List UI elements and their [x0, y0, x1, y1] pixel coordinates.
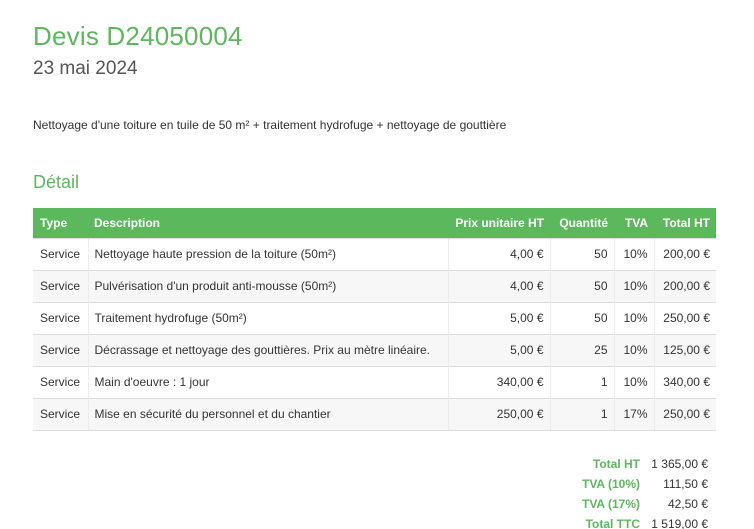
cell-unit-price: 5,00 € [448, 334, 550, 366]
cell-description: Mise en sécurité du personnel et du chantier [88, 398, 448, 430]
table-row [33, 238, 716, 270]
detail-section-heading: Détail [33, 172, 80, 193]
cell-quantity: 50 [550, 302, 614, 334]
cell-vat: 17% [614, 398, 654, 430]
cell-total: 340,00 € [654, 366, 716, 398]
cell-vat: 10% [614, 238, 654, 270]
cell-type: Service [33, 238, 88, 270]
cell-type: Service [33, 366, 88, 398]
cell-description: Traitement hydrofuge (50m²) [88, 302, 448, 334]
cell-unit-price: 5,00 € [448, 302, 550, 334]
cell-vat: 10% [614, 334, 654, 366]
cell-type: Service [33, 270, 88, 302]
tva-17-value: 42,50 € [667, 496, 708, 511]
table-row [33, 334, 716, 366]
cell-vat: 10% [614, 270, 654, 302]
table-header-row [33, 208, 716, 238]
cell-quantity: 25 [550, 334, 614, 366]
cell-unit-price: 4,00 € [448, 238, 550, 270]
cell-description: Nettoyage haute pression de la toiture (50m²) [88, 238, 448, 270]
cell-total: 200,00 € [654, 238, 716, 270]
tva-17-label: TVA (17%) [581, 496, 640, 511]
total-ht-row [33, 454, 716, 474]
header-description: Description [88, 208, 448, 238]
total-ttc-row [33, 514, 716, 529]
tva-10-value: 111,50 € [663, 476, 708, 491]
header-total: Total HT [654, 208, 716, 238]
cell-total: 200,00 € [654, 270, 716, 302]
cell-description: Pulvérisation d'un produit anti-mousse (50m²) [88, 270, 448, 302]
total-ttc-label: Total TTC [585, 516, 640, 529]
quote-summary: Nettoyage d'une toiture en tuile de 50 m² + traitement hydrofuge + nettoyage de gouttière [33, 117, 507, 132]
cell-vat: 10% [614, 302, 654, 334]
cell-quantity: 1 [550, 366, 614, 398]
quote-title: Devis D24050004 [33, 21, 243, 51]
header-vat: TVA [614, 208, 654, 238]
cell-quantity: 1 [550, 398, 614, 430]
header-unit-price: Prix unitaire HT [448, 208, 550, 238]
cell-vat: 10% [614, 366, 654, 398]
cell-type: Service [33, 334, 88, 366]
cell-total: 250,00 € [654, 398, 716, 430]
cell-type: Service [33, 302, 88, 334]
cell-description: Décrassage et nettoyage des gouttières. Prix au mètre linéaire. [88, 334, 448, 366]
header-type: Type [33, 208, 88, 238]
table-row [33, 302, 716, 334]
cell-unit-price: 250,00 € [448, 398, 550, 430]
table-row [33, 270, 716, 302]
total-ttc-value: 1 519,00 € [651, 516, 708, 529]
cell-total: 250,00 € [654, 302, 716, 334]
tva-10-row [33, 474, 716, 494]
table-row [33, 398, 716, 430]
cell-unit-price: 4,00 € [448, 270, 550, 302]
total-ht-value: 1 365,00 € [651, 456, 708, 471]
cell-total: 125,00 € [654, 334, 716, 366]
cell-unit-price: 340,00 € [448, 366, 550, 398]
tva-17-row [33, 494, 716, 514]
quote-date: 23 mai 2024 [33, 57, 138, 79]
table-row [33, 366, 716, 398]
cell-description: Main d'oeuvre : 1 jour [88, 366, 448, 398]
cell-quantity: 50 [550, 238, 614, 270]
cell-type: Service [33, 398, 88, 430]
totals-block [33, 454, 716, 529]
header-quantity: Quantité [550, 208, 614, 238]
line-items-table [33, 208, 716, 431]
total-ht-label: Total HT [592, 456, 640, 471]
cell-quantity: 50 [550, 270, 614, 302]
tva-10-label: TVA (10%) [581, 476, 640, 491]
